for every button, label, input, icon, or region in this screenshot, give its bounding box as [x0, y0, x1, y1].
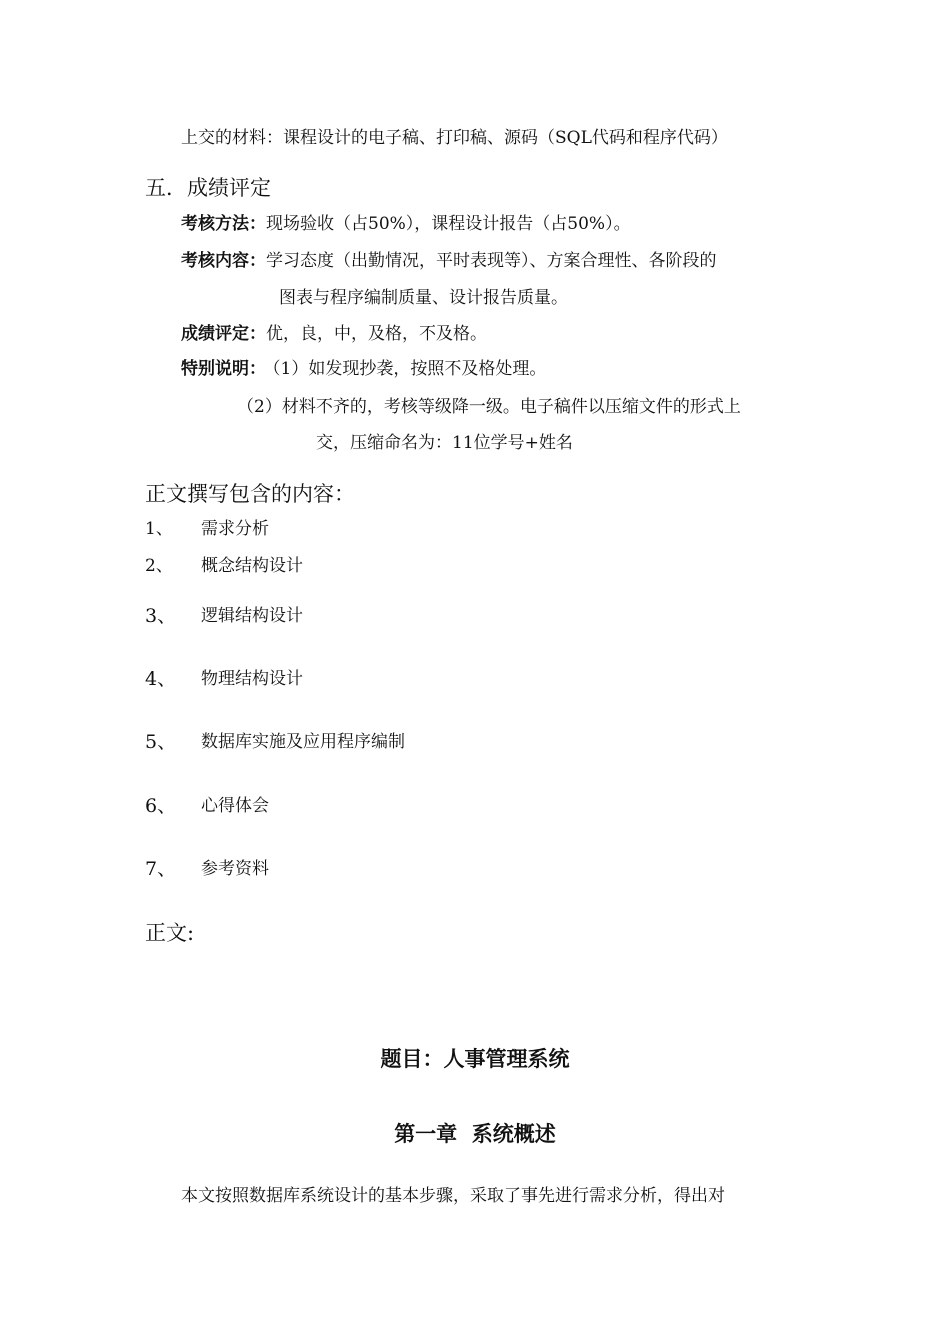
method-line: [181, 213, 631, 235]
list-item-label: 数据库实施及应用程序编制: [201, 732, 405, 752]
list-item-label: 物理结构设计: [201, 669, 303, 689]
note-2a: （2）材料不齐的，考核等级降一级。电子稿件以压缩文件的形式上: [237, 397, 741, 417]
list-num: 7、: [145, 858, 177, 880]
method-text: 现场验收（占50%），课程设计报告（占50%）。: [266, 214, 631, 234]
materials-line: 上交的材料：课程设计的电子稿、打印稿、源码（SQL代码和程序代码）: [181, 128, 728, 148]
method-label: 考核方法：: [181, 214, 266, 234]
section-title-grading: 五．成绩评定: [145, 176, 271, 200]
body-label: 正文:: [145, 921, 195, 945]
result-line: [181, 323, 487, 345]
list-item-label: 参考资料: [201, 859, 269, 879]
result-text: 优，良，中，及格，不及格。: [266, 324, 487, 344]
list-item-label: 需求分析: [201, 519, 269, 539]
topic-title: 题目：人事管理系统: [380, 1047, 570, 1071]
list-num: 2、: [145, 556, 173, 576]
list-item-label: 逻辑结构设计: [201, 606, 303, 626]
note-1: （1）如发现抄袭，按照不及格处理。: [272, 359, 547, 379]
list-num: 1、: [145, 519, 173, 539]
content-line: [181, 250, 717, 272]
intro-paragraph: 本文按照数据库系统设计的基本步骤，采取了事先进行需求分析，得出对: [181, 1186, 725, 1206]
list-num: 5、: [145, 731, 177, 753]
list-item-label: 心得体会: [201, 796, 269, 816]
result-label: 成绩评定：: [181, 324, 266, 344]
note-label: 特别说明：: [181, 359, 266, 379]
list-num: 4、: [145, 668, 177, 690]
chapter-title: 第一章 系统概述: [394, 1122, 556, 1146]
note-2b: 交，压缩命名为：11位学号+姓名: [316, 433, 573, 453]
note-line: [181, 358, 546, 380]
content-text-2: 图表与程序编制质量、设计报告质量。: [279, 288, 568, 308]
list-num: 6、: [145, 795, 177, 817]
contents-title: 正文撰写包含的内容：: [145, 482, 355, 506]
content-label: 考核内容：: [181, 251, 266, 271]
list-item-label: 概念结构设计: [201, 556, 303, 576]
list-num: 3、: [145, 605, 177, 627]
content-text-1: 学习态度（出勤情况，平时表现等）、方案合理性、各阶段的: [266, 251, 717, 271]
